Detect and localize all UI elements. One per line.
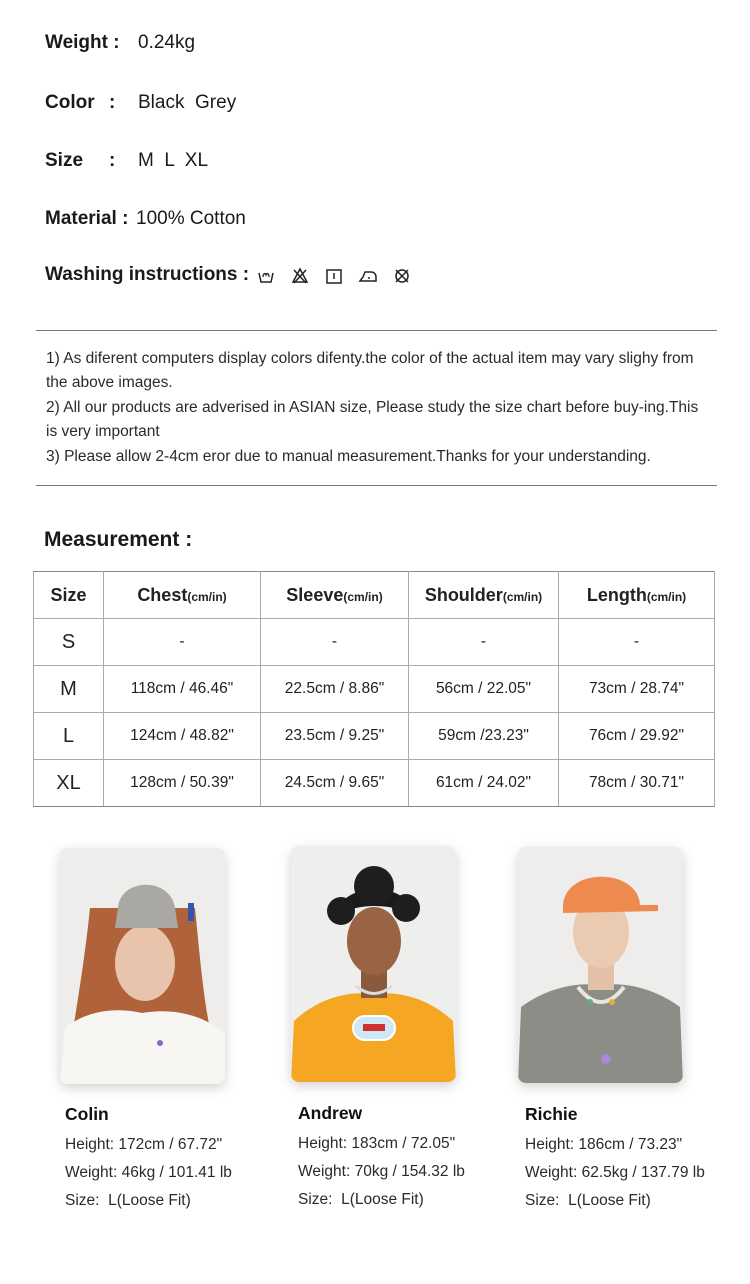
header-chest: Chest(cm/in) — [104, 572, 261, 619]
table-cell: S — [34, 619, 104, 666]
model-height-colin: Height: 172cm / 67.72" — [65, 1136, 223, 1153]
table-cell: 128cm / 50.39" — [104, 760, 261, 807]
spec-color-value: Black Grey — [138, 92, 237, 113]
header-size: Size — [34, 572, 104, 619]
table-cell: 76cm / 29.92" — [559, 713, 715, 760]
size-table — [33, 571, 715, 807]
header-sleeve: Sleeve(cm/in) — [261, 572, 409, 619]
table-cell: L — [34, 713, 104, 760]
spec-color-label: Color — [45, 92, 95, 113]
table-cell: - — [261, 619, 409, 666]
table-cell: 61cm / 24.02" — [409, 760, 559, 807]
iron-low-icon — [358, 266, 378, 286]
model-weight-richie: Weight: 62.5kg / 137.79 lb — [525, 1164, 705, 1181]
table-cell: 56cm / 22.05" — [409, 666, 559, 713]
model-size-richie: Size: L(Loose Fit) — [525, 1192, 651, 1209]
table-cell: M — [34, 666, 104, 713]
divider-top — [36, 330, 717, 331]
spec-weight — [45, 32, 196, 54]
hand-wash-icon — [256, 266, 276, 286]
model-name-richie: Richie — [525, 1104, 578, 1124]
washing-icons — [256, 266, 412, 286]
table-cell: 23.5cm / 9.25" — [261, 713, 409, 760]
model-height-richie: Height: 186cm / 73.23" — [525, 1136, 683, 1153]
model-weight-andrew: Weight: 70kg / 154.32 lb — [298, 1163, 465, 1180]
spec-size — [45, 150, 209, 172]
size-table-header — [34, 572, 715, 619]
table-row — [34, 619, 715, 666]
model-photo-richie — [518, 847, 683, 1083]
model-name-colin: Colin — [65, 1104, 109, 1124]
spec-material-label: Material : — [45, 208, 129, 229]
table-row — [34, 666, 715, 713]
table-cell: 59cm /23.23" — [409, 713, 559, 760]
spec-size-label: Size — [45, 150, 84, 171]
model-size-colin: Size: L(Loose Fit) — [65, 1192, 191, 1209]
model-photo-andrew — [291, 846, 456, 1082]
spec-material — [45, 208, 246, 230]
note-3: 3) Please allow 2-4cm eror due to manual measurement.Thanks for your understanding. — [46, 448, 651, 465]
no-bleach-icon — [290, 266, 310, 286]
table-cell: 118cm / 46.46" — [104, 666, 261, 713]
table-cell: - — [559, 619, 715, 666]
measurement-title: Measurement : — [44, 528, 193, 551]
spec-weight-value: 0.24kg — [138, 32, 196, 53]
spec-material-value: 100% Cotton — [136, 208, 246, 229]
model-size-andrew: Size: L(Loose Fit) — [298, 1191, 424, 1208]
table-cell: - — [409, 619, 559, 666]
table-cell: 78cm / 30.71" — [559, 760, 715, 807]
table-cell: 22.5cm / 8.86" — [261, 666, 409, 713]
model-weight-colin: Weight: 46kg / 101.41 lb — [65, 1164, 232, 1181]
table-cell: XL — [34, 760, 104, 807]
spec-size-value: M L XL — [138, 150, 209, 171]
table-cell: 73cm / 28.74" — [559, 666, 715, 713]
table-row — [34, 713, 715, 760]
table-cell: 124cm / 48.82" — [104, 713, 261, 760]
spec-weight-label: Weight : — [45, 32, 120, 53]
model-height-andrew: Height: 183cm / 72.05" — [298, 1135, 456, 1152]
notes — [46, 347, 706, 471]
header-shoulder: Shoulder(cm/in) — [409, 572, 559, 619]
divider-bottom — [36, 485, 717, 486]
spec-washing-label: Washing instructions : — [45, 264, 250, 285]
note-1: 1) As diferent computers display colors difenty.the color of the actual item may vary slighy from the above images. — [46, 350, 694, 391]
spec-color — [45, 92, 237, 114]
table-cell: - — [104, 619, 261, 666]
spec-size-colon: : — [109, 150, 116, 171]
note-2: 2) All our products are adverised in ASIAN size, Please study the size chart before buy-ing.This is very important — [46, 399, 699, 440]
tumble-dry-icon — [324, 266, 344, 286]
model-name-andrew: Andrew — [298, 1103, 363, 1123]
spec-color-colon: : — [109, 92, 116, 113]
model-photo-colin — [60, 848, 225, 1084]
no-dry-clean-icon — [392, 266, 412, 286]
table-cell: 24.5cm / 9.65" — [261, 760, 409, 807]
table-row — [34, 760, 715, 807]
header-length: Length(cm/in) — [559, 572, 715, 619]
